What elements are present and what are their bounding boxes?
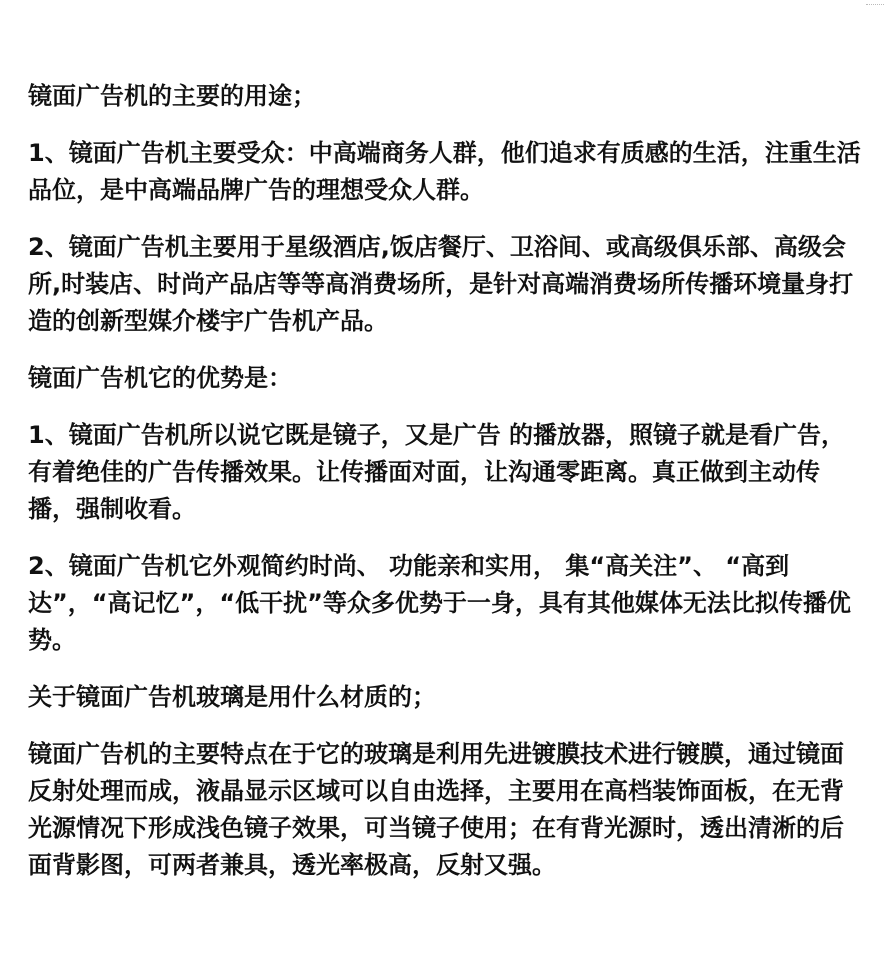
paragraph-mirror-player: 1、镜面广告机所以说它既是镜子，又是广告 的播放器，照镜子就是看广告，有着绝佳的广告传播效果。让传播面对面，让沟通零距离。真正做到主动传播，强制收看。 — [28, 421, 846, 523]
paragraph-glass-features: 镜面广告机的主要特点在于它的玻璃是利用先进镀膜技术进行镀膜，通过镜面反射处理而成，液晶显示区域可以自由选择，主要用在高档装饰面板，在无背光源情况下形成浅色镜子效果，可当镜子使用；在有背光源时，透出清淅的后面背影图，可两者兼具，透光率极高，反射又强。 — [28, 740, 844, 879]
corner-dots — [866, 0, 884, 5]
heading-uses: 镜面广告机的主要的用途； — [28, 82, 316, 110]
article-body — [28, 78, 866, 884]
paragraph-design: 2、镜面广告机它外观简约时尚、 功能亲和实用， 集“高关注”、 “高到达”，“高记忆”，“低干扰”等众多优势于一身，具有其他媒体无法比拟传播优势。 — [28, 552, 851, 654]
paragraph-venues: 2、镜面广告机主要用于星级酒店,饭店餐厅、卫浴间、或高级俱乐部、高级会所,时装店、时尚产品店等等高消费场所，是针对高端消费场所传播环境量身打造的创新型媒介楼宇广告机产品。 — [28, 233, 854, 335]
paragraph-audience: 1、镜面广告机主要受众：中高端商务人群，他们追求有质感的生活，注重生活品位，是中高端品牌广告的理想受众人群。 — [28, 139, 861, 204]
heading-advantages: 镜面广告机它的优势是： — [28, 364, 292, 392]
heading-glass-material: 关于镜面广告机玻璃是用什么材质的； — [28, 683, 436, 711]
